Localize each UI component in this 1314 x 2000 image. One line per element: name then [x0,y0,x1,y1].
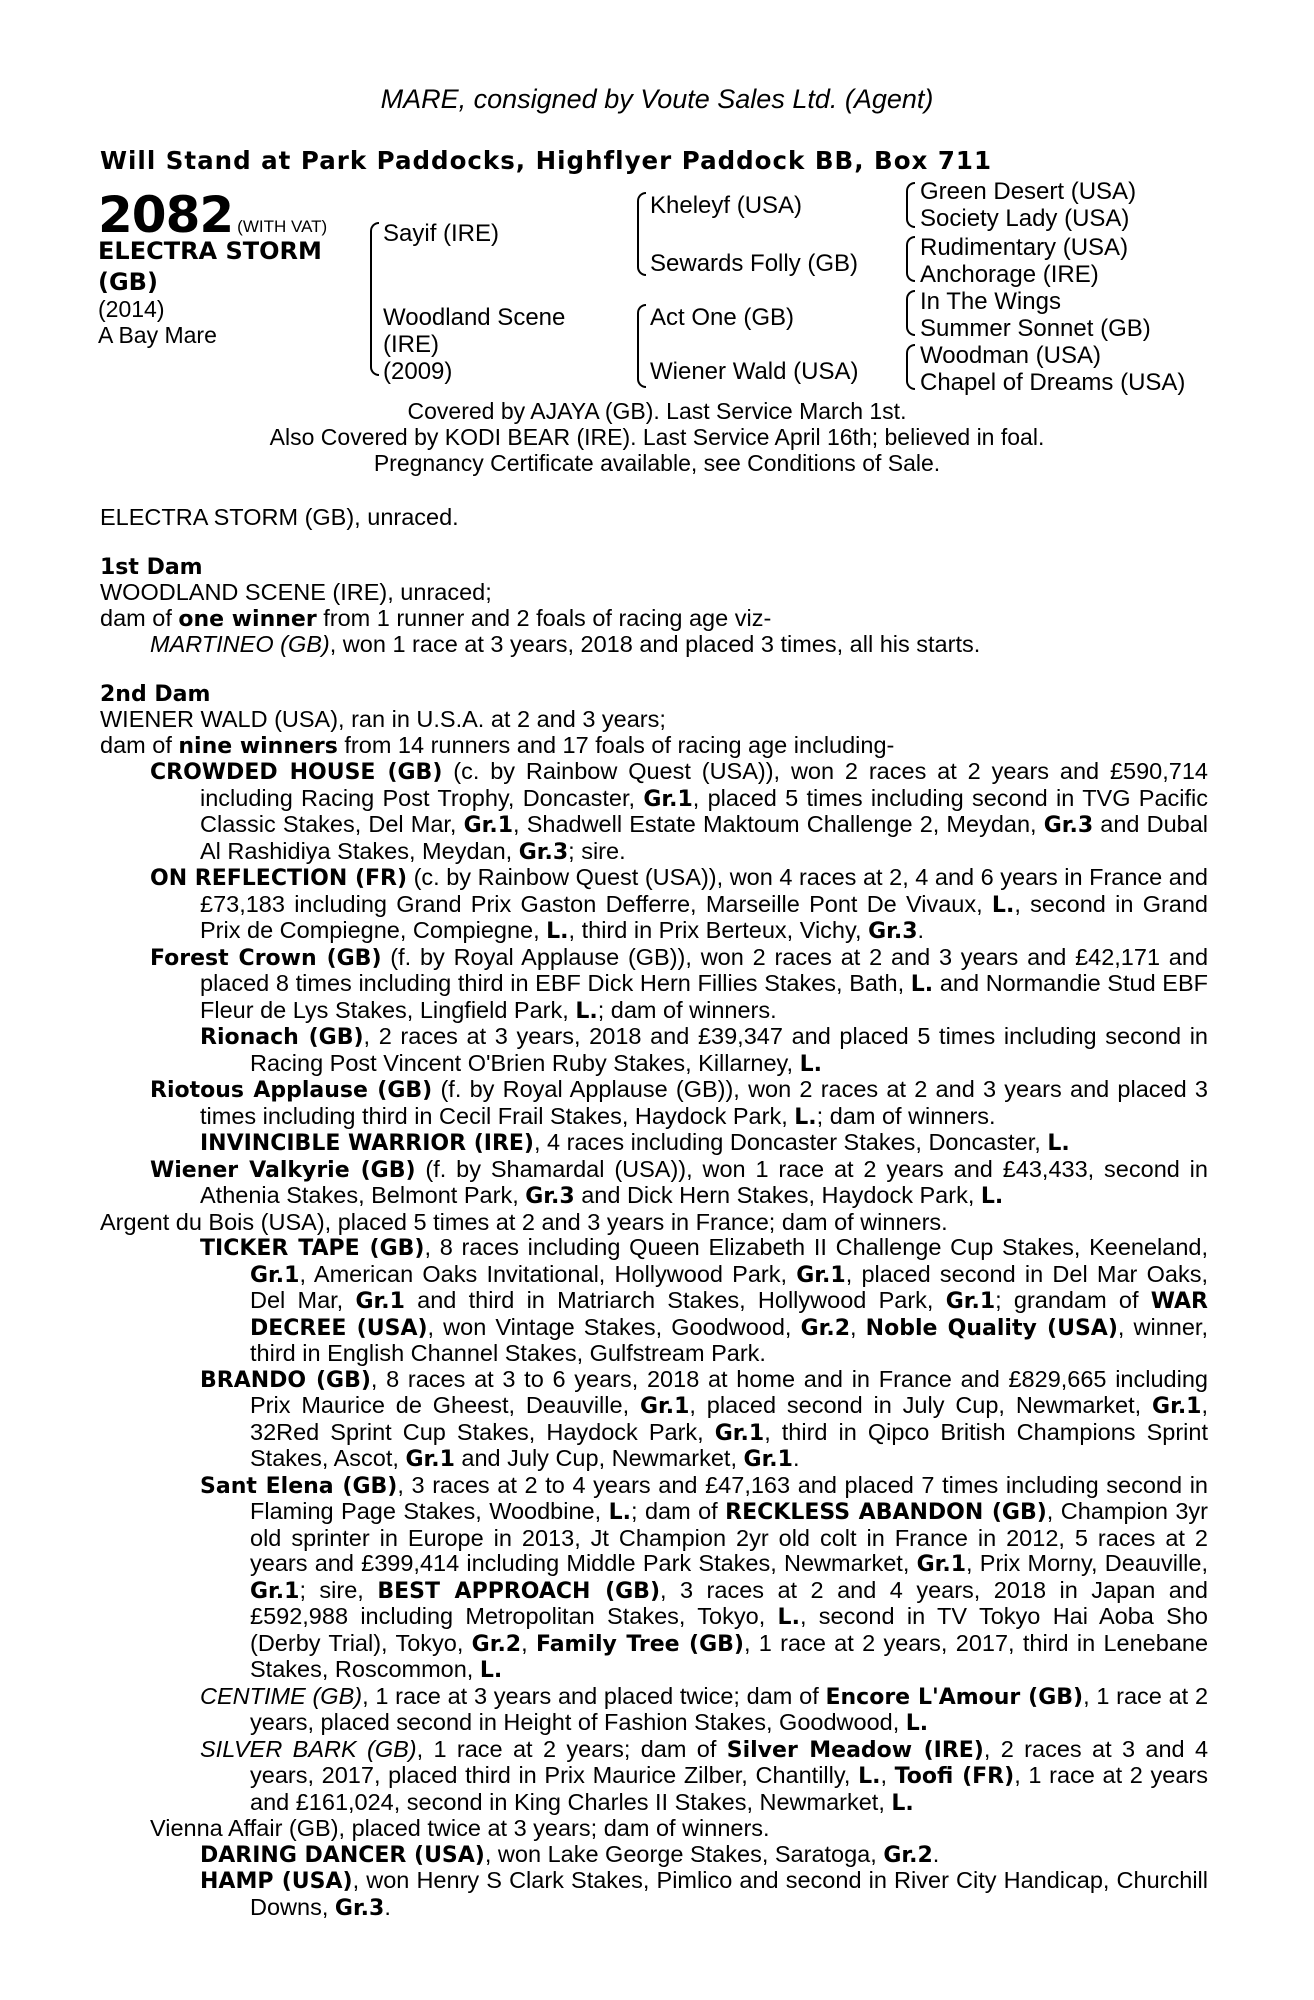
pedigree-sire-dam: Sewards Folly (GB) [650,250,859,277]
vat-label: (WITH VAT) [237,217,328,236]
horse-name-line1: ELECTRA STORM [98,237,322,265]
pedigree-gen3-3: Rudimentary (USA) [920,234,1129,261]
pedigree-gen3-8: Chapel of Dreams (USA) [920,369,1186,396]
produce-entry: Argent du Bois (USA), placed 5 times at 2 and 3 years in France; dam of winners. [100,1208,948,1235]
produce-entry: Vienna Affair (GB), placed twice at 3 years; dam of winners. [150,1815,770,1841]
pedigree-bracket [906,290,915,336]
pedigree-sire: Sayif (IRE) [383,220,500,247]
produce-entry: HAMP (USA), won Henry S Clark Stakes, Pimlico and second in River City Handicap, Churchill Downs, Gr.3. [200,1867,1208,1921]
pedigree-dam-dam: Wiener Wald (USA) [650,358,859,385]
produce-entry: ON REFLECTION (FR) (c. by Rainbow Quest (USA)), won 4 races at 2, 4 and 6 years in France and £73,183 including Grand Prix Gaston Defferre, Marseille Pont De Vivaux, L., second in Grand Prix de Compiegne, Compiegne, L., third in Prix Berteux, Vichy, Gr.3. [150,864,1209,944]
pedigree-dam-line3: (2009) [383,358,453,385]
second-dam-produce: dam of nine winners from 14 runners and 17 foals of racing age including- [100,731,895,759]
produce-entry: CENTIME (GB), 1 race at 3 years and placed twice; dam of Encore L'Amour (GB), 1 race at 2 years, placed second in Height of Fashion Stakes, Goodwood, L. [200,1682,1209,1736]
pedigree-gen3-1: Green Desert (USA) [920,178,1137,205]
pedigree-dam-line1: Woodland Scene [383,304,566,331]
produce-entry: INVINCIBLE WARRIOR (IRE), 4 races including Doncaster Stakes, Doncaster, L. [200,1129,1070,1156]
produce-entry: DARING DANCER (USA), won Lake George Stakes, Saratoga, Gr.2. [200,1840,940,1868]
pedigree-gen3-5: In The Wings [920,288,1061,315]
produce-entry: BRANDO (GB), 8 races at 3 to 6 years, 2018 at home and in France and £829,665 including Prix Maurice de Gheest, Deauville, Gr.1, placed second in July Cup, Newmarket, Gr.1, 32Red Sprint Cup Stakes, Haydock Park, Gr.1, third in Qipco British Champions Sprint Stakes, Ascot, Gr.1 and July Cup, Newmarket, Gr.1. [200,1365,1209,1472]
pedigree-sire-sire: Kheleyf (USA) [650,192,803,219]
first-dam-entry: MARTINEO (GB), won 1 race at 3 years, 2018 and placed 3 times, all his starts. [150,631,981,657]
second-dam-heading: 2nd Dam [100,681,211,707]
produce-entry: SILVER BARK (GB), 1 race at 2 years; dam of Silver Meadow (IRE), 2 races at 3 and 4 years, 2017, placed third in Prix Maurice Zilber, Chantilly, L., Toofi (FR), 1 race at 2 years and £161,024, second in King Charles II Stakes, Newmarket, L. [200,1735,1209,1816]
pedigree-bracket [637,192,646,276]
pedigree-bracket [906,344,915,390]
covering-line: Pregnancy Certificate available, see Conditions of Sale. [373,450,941,476]
covering-line: Also Covered by KODI BEAR (IRE). Last Service April 16th; believed in foal. [269,424,1045,450]
produce-entry: TICKER TAPE (GB), 8 races including Queen Elizabeth II Challenge Cup Stakes, Keeneland, Gr.1, American Oaks Invitational, Hollywood Park, Gr.1, placed second in Del Mar Oaks, Del Mar, Gr.1 and third in Matriarch Stakes, Hollywood Park, Gr.1; grandam of WAR DECREE (USA), won Vintage Stakes, Goodwood, Gr.2, Noble Quality (USA), winner, third in English Channel Stakes, Gulfstream Park. [200,1234,1208,1366]
pedigree-bracket [906,182,915,228]
produce-entry: Sant Elena (GB), 3 races at 2 to 4 years and £47,163 and placed 7 times including second in Flaming Page Stakes, Woodbine, L.; dam of RECKLESS ABANDON (GB), Champion 3yr old sprinter in Europe in 2013, Jt Champion 2yr old colt in France in 2012, 5 races at 2 years and £399,414 including Middle Park Stakes, Newmarket, Gr.1, Prix Morny, Deauville, Gr.1; sire, BEST APPROACH (GB), 3 races at 2 and 4 years, 2018 in Japan and £592,988 including Metropolitan Stakes, Tokyo, L., second in TV Tokyo Hai Aoba Sho (Derby Trial), Tokyo, Gr.2, Family Tree (GB), 1 race at 2 years, 2017, third in Lenebane Stakes, Roscommon, L. [200,1471,1209,1683]
produce-entry: CROWDED HOUSE (GB) (c. by Rainbow Quest (USA)), won 2 races at 2 years and £590,714 including Racing Post Trophy, Doncaster, Gr.1, placed 5 times including second in TVG Pacific Classic Stakes, Del Mar, Gr.1, Shadwell Estate Maktoum Challenge 2, Meydan, Gr.3 and Dubal Al Rashidiya Stakes, Meydan, Gr.3; sire. [150,758,1209,865]
foaling-year: (2014) [98,296,165,322]
pedigree-gen3-4: Anchorage (IRE) [920,261,1099,288]
pedigree-dam-line2: (IRE) [383,331,439,358]
pedigree-bracket [637,304,646,388]
first-dam-heading: 1st Dam [100,554,203,580]
pedigree-gen3-2: Society Lady (USA) [920,205,1130,232]
consignor-line: MARE, consigned by Voute Sales Ltd. (Agent) [380,84,934,114]
lot-number: 2082 [98,186,234,244]
covering-line: Covered by AJAYA (GB). Last Service March 1st. [407,398,907,424]
pedigree-bracket [906,236,915,282]
horse-name-line2: (GB) [98,268,158,296]
first-dam-produce: dam of one winner from 1 runner and 2 foals of racing age viz- [100,604,772,632]
pedigree-bracket [370,222,379,376]
horse-description: A Bay Mare [98,322,217,348]
first-dam-line: WOODLAND SCENE (IRE), unraced; [100,579,492,605]
catalogue-body [100,505,1208,1921]
pedigree-gen3-6: Summer Sonnet (GB) [920,315,1151,342]
pedigree-dam [383,304,565,385]
produce-entry: Forest Crown (GB) (f. by Royal Applause (GB)), won 2 races at 2 and 3 years and £42,171 and placed 8 times including third in EBF Dick Hern Fillies Stakes, Bath, L. and Normandie Stud EBF Fleur de Lys Stakes, Lingfield Park, L.; dam of winners. [150,943,1209,1024]
pedigree-gen3-7: Woodman (USA) [920,342,1101,369]
produce-entry: Wiener Valkyrie (GB) (f. by Shamardal (USA)), won 1 race at 2 years and £43,433, second in Athenia Stakes, Belmont Park, Gr.3 and Dick Hern Stakes, Haydock Park, L. [150,1155,1208,1209]
produce-entry: Riotous Applause (GB) (f. by Royal Applause (GB)), won 2 races at 2 and 3 years and placed 3 times including third in Cecil Frail Stakes, Haydock Park, L.; dam of winners. [150,1076,1208,1130]
horse-meta [98,296,217,348]
intro-line: ELECTRA STORM (GB), unraced. [100,504,459,530]
produce-entry: Rionach (GB), 2 races at 3 years, 2018 and £39,347 and placed 5 times including second in Racing Post Vincent O'Brien Ruby Stakes, Killarney, L. [200,1023,1208,1077]
stabling-line: Will Stand at Park Paddocks, Highflyer Paddock BB, Box 711 [100,146,993,175]
covering-note [0,398,1314,476]
horse-name [98,236,322,298]
second-dam-line: WIENER WALD (USA), ran in U.S.A. at 2 and 3 years; [100,706,666,732]
pedigree-dam-sire: Act One (GB) [650,304,795,331]
